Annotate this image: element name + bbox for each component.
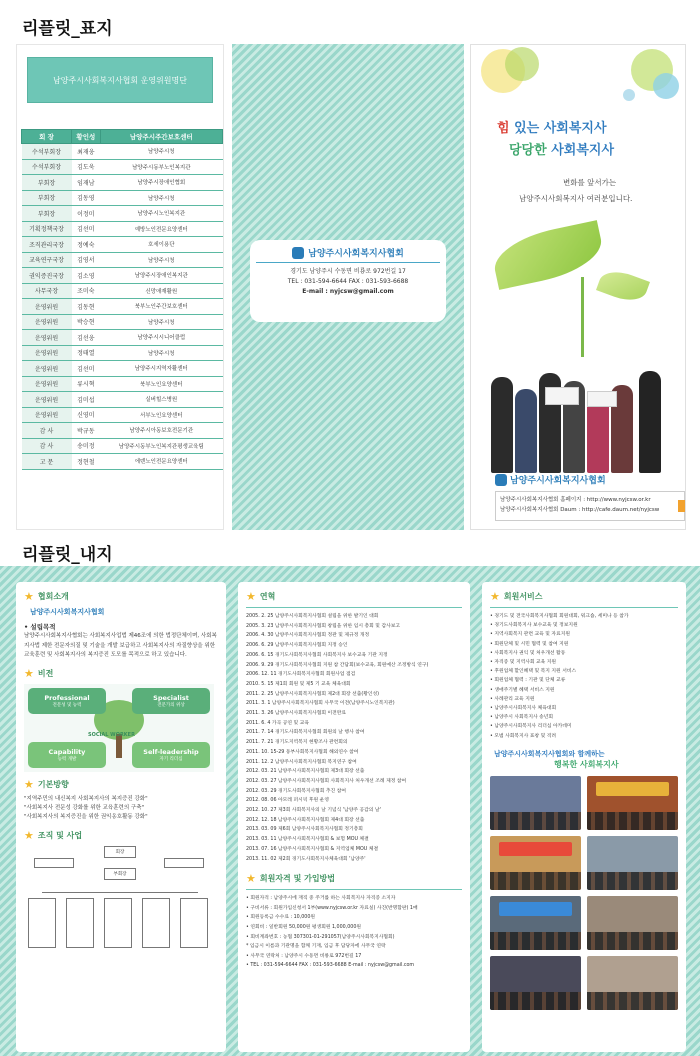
member-heading: ★ 회원자격 및 가입방법	[246, 872, 335, 886]
leaf-illustration-small	[596, 266, 650, 307]
committee-row	[22, 330, 223, 346]
list-item: • 사회복지사 권익 및 처우개선 활동	[490, 650, 566, 656]
arrow-icon	[678, 500, 686, 512]
vision-box-capability: Capability 능력 개발	[28, 742, 106, 768]
list-item: • 경기도사회복지사 보수교육 및 정보지원	[490, 623, 578, 629]
committee-row	[22, 190, 223, 206]
committee-name: 김선미	[72, 221, 101, 237]
committee-org: 남양주시청	[100, 314, 222, 330]
committee-row	[22, 252, 223, 268]
committee-role: 운영위원	[22, 330, 72, 346]
committee-row	[22, 376, 223, 392]
purpose-title: • 설립목적	[24, 623, 56, 631]
policy-line-3: "사회복지사의 복지증진을 위한 권익옹호활동 강화"	[24, 814, 148, 821]
committee-role: 부회장	[22, 206, 72, 222]
list-item: 2012. 08. 06 아모레 퍼시픽 후원 운영	[246, 798, 329, 804]
list-item: • 남양주시사회복지사 체육대회	[490, 706, 557, 712]
photo-grid	[490, 776, 678, 1010]
committee-org: 남양주시장애인협회	[100, 175, 222, 191]
committee-org: 남양주시시니어클럽	[100, 330, 222, 346]
org-chart	[24, 846, 216, 950]
inner-column-2	[238, 582, 470, 1052]
star-icon: ★	[24, 828, 34, 842]
committee-row	[22, 268, 223, 284]
purpose-text: 남양주시사회복지사협회는 사회복지사업법 제46조에 의한 법정단체이며, 사회복지사법 제한 전문자의질 및 기술을 개발 보급하고 사회복지사의 자질향상을 위한 교육훈련 및 사회복지사의 복지증진 도모를 목적으로 하고 있습니다.	[24, 633, 217, 659]
committee-org: 북부노인요양센터	[100, 376, 222, 392]
committee-row	[22, 454, 223, 470]
cover-logo-icon	[495, 474, 507, 486]
star-icon: ★	[24, 590, 34, 603]
divider	[246, 889, 462, 890]
homepage-url[interactable]: 남양주시사회복지사협회 홈페이지 : http://www.nyjcsw.or.kr	[500, 497, 651, 503]
list-item: • 구비서류 : 회원가입신청서 1부(www.nyjcsw.or.kr 자료실) 사진(반명함판) 1매	[246, 905, 418, 911]
list-item: 2005. 2. 25 남양주시사회복지사협회 설립을 위한 발기인 대회	[246, 614, 379, 619]
committee-name: 박규동	[72, 423, 101, 439]
list-item: • 모범 사회복지사 표창 및 격려	[490, 733, 557, 739]
leaf-illustration	[489, 220, 607, 290]
service-heading: ★ 회원서비스	[490, 590, 543, 603]
committee-role: 운영위원	[22, 376, 72, 392]
vision-box-specialist: Specialist 전문가의 위상	[132, 688, 210, 714]
committee-role: 운영위원	[22, 299, 72, 315]
event-photo	[490, 956, 581, 1010]
list-item: 2013. 07. 16 남양주시사회복지사협회 & 지역업체 MOU 체결	[246, 846, 379, 852]
list-item: 2011. 2. 25 남양주시사회복지사협회 제2대 회장 선출(황인성)	[246, 691, 380, 697]
committee-role: 운영위원	[22, 314, 72, 330]
committee-row	[22, 314, 223, 330]
vision-diagram	[24, 684, 214, 772]
committee-name: 이정미	[72, 206, 101, 222]
committee-name: 김영서	[72, 252, 101, 268]
list-item: 2011. 10. 15-29 동부사회복지사협회 해외연수 참여	[246, 749, 359, 755]
list-item: • 사례관리 교육 지원	[490, 696, 535, 702]
divider	[490, 607, 678, 608]
committee-org: 남양주시지역자활센터	[100, 361, 222, 377]
committee-name: 김도욱	[72, 159, 101, 175]
committee-row	[22, 144, 223, 160]
committee-org: 실버힐스병원	[100, 392, 222, 408]
committee-name: 김선미	[72, 361, 101, 377]
star-icon: ★	[246, 590, 256, 603]
policy-heading: ★ 기본방향	[24, 777, 69, 791]
committee-title-box	[27, 57, 213, 103]
committee-role: 수석부회장	[22, 159, 72, 175]
vision-box-professional: Professional 전문성 및 능력	[28, 688, 106, 714]
committee-org: 남양주시청	[100, 190, 222, 206]
url-box	[495, 491, 685, 521]
cover-middle-panel	[232, 44, 464, 530]
committee-name: 류시혁	[72, 376, 101, 392]
event-photo	[490, 836, 581, 890]
star-icon: ★	[24, 777, 34, 791]
list-item: • 지역사회복지 관련 교육 및 자료지원	[490, 632, 570, 638]
committee-role: 부회장	[22, 175, 72, 191]
about-logo: 남양주시사회복지사협회	[30, 608, 105, 616]
committee-name: 조미숙	[72, 283, 101, 299]
committee-name: 임재남	[72, 175, 101, 191]
committee-org: 남양주시장애인복지관	[100, 268, 222, 284]
committee-org: 남양주시동부노인복지관평생교육팀	[100, 438, 222, 454]
inner-spread	[0, 566, 700, 1056]
committee-row	[22, 206, 223, 222]
committee-role: 고 문	[22, 454, 72, 470]
decor-circle-small	[623, 89, 635, 101]
list-item: • 자격증 및 지역사회 교육 지원	[490, 660, 557, 666]
list-item: • 남양주시 사회복지사 송년회	[490, 715, 554, 721]
committee-row	[22, 283, 223, 299]
list-item: 2006. 12. 11 경기도사회복지사협회 회원사업 점검	[246, 672, 356, 678]
slogan-line-1: 힘 있는 사회복지사	[497, 121, 607, 136]
list-item: • 회원자격 : 남양주시에 재직 중 주거를 하는 사회복지사 자격증 소지자	[246, 896, 396, 902]
committee-role: 교육연구국장	[22, 252, 72, 268]
committee-org: 남양주시아동보호전문기관	[100, 423, 222, 439]
committee-name: 김미섭	[72, 392, 101, 408]
vision-box-selfleadership: Self-leadership 자기 리더십	[132, 742, 210, 768]
committee-row	[22, 392, 223, 408]
star-icon: ★	[24, 666, 34, 680]
committee-role: 부회장	[22, 190, 72, 206]
list-item: 2012. 10. 27 제3회 사회복지사의 날 기념식 '남양주 공감의 날'	[246, 808, 381, 814]
committee-role: 감 사	[22, 438, 72, 454]
list-item: 2013. 03. 09 제6회 남양주시사회복지사협회 정기총회	[246, 827, 363, 833]
committee-role: 운영위원	[22, 407, 72, 423]
decor-circle-blue	[653, 73, 679, 99]
daum-url[interactable]: 남양주시사회복지사협회 Daum : http://cafe.daum.net/nyjcsw	[500, 507, 660, 513]
committee-role: 운영위원	[22, 345, 72, 361]
committee-name: 정현철	[72, 454, 101, 470]
contact-info	[256, 267, 440, 297]
list-item: 2006. 4. 30 남양주시사회복지사협회 정관 및 제규정 개정	[246, 633, 370, 639]
committee-org: 서부노인요양센터	[100, 407, 222, 423]
service-list	[490, 612, 678, 741]
committee-org: 남양주시노인복지관	[100, 206, 222, 222]
org-heading: ★ 조직 및 사업	[24, 828, 83, 842]
association-logo-text: 남양주시사회복지사협회	[308, 249, 404, 259]
committee-name: 최재웅	[72, 144, 101, 160]
list-item: • 생애주기별 혜택 서비스 지원	[490, 687, 555, 693]
list-item: • 회원업체 협력 : 기관 및 단체 교류	[490, 678, 566, 684]
list-item: 2011. 3. 1 남양주시사회복지사협회 사무국 이전(남양주시노인복지관)	[246, 701, 395, 707]
committee-org: 예방노인전문요양센터	[100, 221, 222, 237]
inner-section-title: 리플릿_내지	[22, 545, 113, 565]
list-item: 2011. 6. 4 가곡 공연 및 교육	[246, 720, 309, 726]
list-item: 2006. 9. 29 경기도사회복지사협회 지원 참 간담회(보수교육, 회원예산 조정방식 연구)	[246, 662, 429, 668]
list-item: • 경기도 및 전국사회복지사협회 회원대회, 워크숍, 세미나 등 참가	[490, 614, 629, 619]
committee-role: 권익증진국장	[22, 268, 72, 284]
decor-circle-green	[505, 47, 539, 81]
committee-row	[22, 175, 223, 191]
list-item: 2011. 7. 21 경기도지역복지 현황조사 관련회의	[246, 740, 348, 746]
tagline-line-2: 행복한 사회복지사	[554, 759, 619, 769]
cover-right-panel	[470, 44, 686, 530]
list-item: * 입금시 이름과 기관명을 함께 기재, 입금 후 담당자에 사무국 연락	[246, 944, 386, 950]
committee-role: 수석부회장	[22, 144, 72, 160]
email-text: E-mail : nyjcsw@gmail.com	[302, 288, 394, 295]
slogan-sub-1: 변화를 앞서가는	[563, 178, 617, 187]
list-item: • 회원등록금 수수료 : 10,000원	[246, 915, 316, 921]
committee-org: 호세이용단	[100, 237, 222, 253]
slogan-sub-2: 남양주시사회복지사 여러분입니다.	[519, 194, 633, 203]
tagline-line-1: 남양주시사회복지사협회와 함께하는	[494, 749, 605, 758]
member-list	[246, 894, 462, 971]
committee-table-body	[22, 144, 223, 470]
list-item: • 회비계좌번호 : 농협 307301-01-291057(남양주시사회복지사협회)	[246, 934, 395, 940]
list-item: 2006. 6. 15 경기도사회복지사협회 사회복지사 보수교육 기관 지정	[246, 652, 388, 658]
vision-heading: ★ 비전	[24, 666, 54, 680]
group-photo	[489, 353, 675, 473]
list-item: 2011. 3. 26 남양주시사회복지사협회 이전완료	[246, 711, 347, 717]
committee-row	[22, 438, 223, 454]
committee-name: 송미정	[72, 438, 101, 454]
association-logo	[256, 246, 440, 263]
history-heading: ★ 연혁	[246, 590, 276, 603]
committee-row	[22, 237, 223, 253]
slogan-line-2: 당당한 사회복지사	[509, 143, 615, 158]
policy-line-1: "지역주민의 내신복지 사회복지사의 복지증진 강화"	[24, 795, 148, 802]
header-role: 회 장	[22, 130, 72, 144]
cover-logo-text: 남양주시사회복지사협회	[510, 476, 606, 486]
association-logo-icon	[292, 247, 304, 259]
committee-row	[22, 159, 223, 175]
committee-row	[22, 221, 223, 237]
list-item: 2012. 03. 21 남양주시사회복지사협회 제3대 회장 선출	[246, 769, 365, 775]
star-icon: ★	[490, 590, 500, 603]
header-org: 남양주시주간보호센터	[100, 130, 222, 144]
committee-name: 정예숙	[72, 237, 101, 253]
cover-bottom-logo	[495, 473, 606, 486]
vision-center-label: SOCIAL WORKER	[88, 731, 135, 738]
committee-row	[22, 407, 223, 423]
committee-name: 김선웅	[72, 330, 101, 346]
inner-column-1	[16, 582, 226, 1052]
list-item: 2006. 6. 29 남양주시사회복지사협회 지정 승인	[246, 643, 348, 649]
event-photo	[587, 776, 678, 830]
header-name: 황인성	[72, 130, 101, 144]
org-box-president: 회장	[104, 846, 136, 858]
event-photo	[587, 836, 678, 890]
event-photo	[490, 896, 581, 950]
committee-name: 김동현	[72, 299, 101, 315]
list-item: 2012. 12. 18 남양주시사회복지사협회 제4대 회장 선출	[246, 817, 365, 823]
event-photo	[587, 956, 678, 1010]
list-item: 2011. 12. 2 남양주시사회복지사협회 복지연구 참여	[246, 759, 357, 765]
policy-line-2: "사회복지사 전문성 강화를 위한 교육훈련의 구축"	[24, 805, 145, 812]
event-photo	[587, 896, 678, 950]
committee-row	[22, 423, 223, 439]
committee-title: 남양주시사회복지사협회 운영위원명단	[53, 75, 187, 85]
committee-header-row	[22, 130, 223, 144]
committee-name: 김동영	[72, 190, 101, 206]
event-photo	[490, 776, 581, 830]
committee-org: 신망애재활원	[100, 283, 222, 299]
list-item: 2013. 03. 11 남양주시사회복지사협회 & 보험 MOU 체결	[246, 837, 369, 843]
committee-name: 신영미	[72, 407, 101, 423]
committee-org: 남양주시청	[100, 252, 222, 268]
committee-org: 남양주시동부노인복지관	[100, 159, 222, 175]
committee-role: 감 사	[22, 423, 72, 439]
tagline	[494, 749, 678, 770]
history-list	[246, 612, 462, 864]
list-item: 2005. 3. 23 남양주시사회복지사협회 창립을 위한 임시 총회 및 감사보고	[246, 623, 400, 629]
list-item: 2013. 11. 02 제2회 경기도사회복지사체육대회 '남양주'	[246, 856, 366, 862]
committee-name: 박승현	[72, 314, 101, 330]
cover-section-title: 리플릿_표지	[22, 19, 113, 39]
committee-org: 북부노인주간보호센터	[100, 299, 222, 315]
list-item: 2012. 03. 27 남양주시사회복지사협회 사회복지사 처우개선 조례 제정 참여	[246, 778, 407, 784]
about-heading: ★ 협회소개	[24, 590, 69, 603]
committee-org: 남양주시청	[100, 345, 222, 361]
list-item: • TEL : 031-594-6644 FAX : 031-593-6688 E-mail : nyjcsw@gmail.com	[246, 963, 415, 969]
committee-role: 운영위원	[22, 361, 72, 377]
committee-org: 남양주시청	[100, 144, 222, 160]
committee-row	[22, 361, 223, 377]
list-item: 2012. 03. 29 경기도사회복지사협회 추진 참여	[246, 788, 346, 794]
divider	[246, 607, 462, 608]
committee-role: 사무국장	[22, 283, 72, 299]
org-box-vice: 부회장	[104, 868, 136, 880]
committee-name: 정태열	[72, 345, 101, 361]
list-item: 2011. 7. 14 경기도사회복지사협회 회원의 날 행사 참여	[246, 730, 365, 736]
association-contact-card	[250, 240, 446, 322]
address-text: 경기도 남양주시 수동면 비룡로 972번길 17	[290, 268, 406, 275]
cover-left-panel	[16, 44, 224, 530]
list-item: • 회원단체 및 시민 협력 및 참여 지원	[490, 641, 569, 647]
list-item: • 남양주시사회복지사 리더십 아카데미	[490, 724, 572, 730]
committee-role: 운영위원	[22, 392, 72, 408]
list-item: • 연회비 : 일반회원 50,000원 평생회원 1,000,000원	[246, 925, 362, 931]
committee-table	[21, 129, 223, 470]
committee-name: 김소영	[72, 268, 101, 284]
committee-row	[22, 299, 223, 315]
list-item: • 사무국 연락처 : 남양주시 수동면 비룡로 972번길 17	[246, 953, 362, 959]
list-item: • 후원업체 할인혜택 및 복지 지원 서비스	[490, 669, 577, 675]
stem-illustration	[581, 277, 584, 357]
committee-role: 조직관리국장	[22, 237, 72, 253]
star-icon: ★	[246, 872, 256, 886]
list-item: 2010. 5. 15 제1회 회원 및 제5 기 교육 체육대회	[246, 681, 351, 687]
inner-column-3	[482, 582, 686, 1052]
committee-role: 기획정책국장	[22, 221, 72, 237]
phone-text: TEL : 031-594-6644 FAX : 031-593-6688	[287, 278, 409, 285]
committee-row	[22, 345, 223, 361]
committee-org: 에덴노인전문요양센터	[100, 454, 222, 470]
